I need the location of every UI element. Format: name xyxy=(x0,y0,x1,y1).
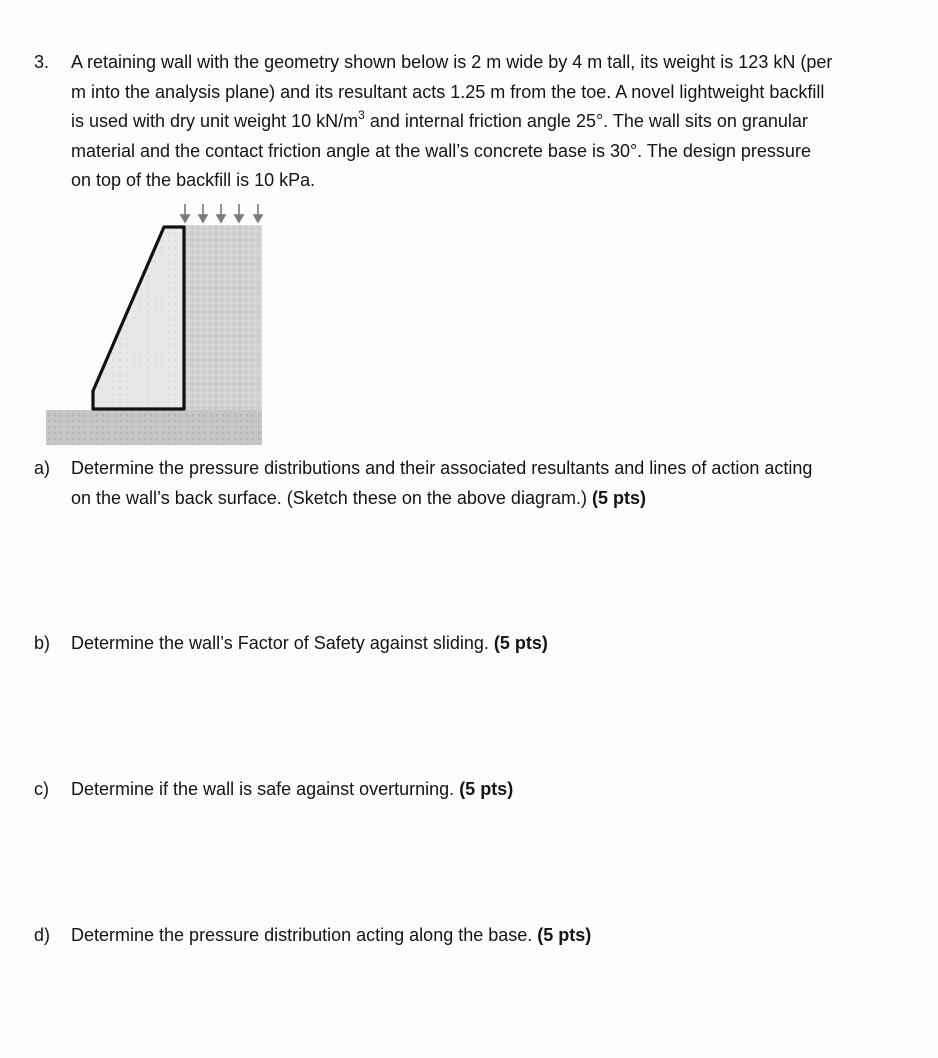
part-label: b) xyxy=(34,633,51,653)
surcharge-arrow xyxy=(254,204,262,222)
part-line-part: on the wall’s back surface. (Sketch these on the above diagram.) xyxy=(71,487,592,508)
retaining-wall xyxy=(93,227,184,409)
part-line xyxy=(71,775,911,805)
superscript-exponent: 3 xyxy=(358,108,365,122)
backfill xyxy=(184,225,262,410)
part-line: Determine the pressure distributions and their associated resultants and lines of action acting xyxy=(71,458,813,478)
surcharge-arrow xyxy=(181,204,189,222)
retaining-wall-diagram xyxy=(40,196,270,451)
surcharge-arrows xyxy=(181,204,262,222)
surcharge-arrow xyxy=(217,204,225,222)
points-label: (5 pts) xyxy=(537,925,592,945)
part-label: a) xyxy=(34,458,51,478)
part-line xyxy=(71,921,911,951)
problem-line: material and the contact friction angle at the wall’s concrete base is 30°. The design pressure xyxy=(71,140,811,161)
problem-line: m into the analysis plane) and its resultant acts 1.25 m from the toe. A novel lightweight backfill xyxy=(71,81,825,102)
points-label: (5 pts) xyxy=(459,779,514,799)
problem-line-part: and internal friction angle 25°. The wall sits on granular xyxy=(364,111,808,131)
part-text xyxy=(71,629,911,659)
problem-text xyxy=(71,48,891,196)
part-text xyxy=(71,921,911,951)
foundation-ground xyxy=(46,410,262,445)
points-label: (5 pts) xyxy=(493,633,548,653)
part-line-part: Determine the wall’s Factor of Safety against sliding. xyxy=(71,633,494,653)
problem-number: 3. xyxy=(34,52,50,72)
retaining-wall-svg xyxy=(40,196,270,451)
surcharge-arrow xyxy=(235,204,243,222)
part-line xyxy=(71,629,911,659)
part-line-part: Determine if the wall is safe against overturning. xyxy=(71,779,460,799)
part-text xyxy=(71,454,911,513)
part-label: c) xyxy=(34,779,49,799)
points-label: (5 pts) xyxy=(591,487,646,508)
part-line-part: Determine the pressure distribution acting along the base. xyxy=(71,925,538,945)
problem-line: A retaining wall with the geometry shown below is 2 m wide by 4 m tall, its weight is 123 kN (per xyxy=(71,52,833,72)
part-text xyxy=(71,775,911,805)
surcharge-arrow xyxy=(199,204,207,222)
part-line xyxy=(71,484,911,514)
problem-line: on top of the backfill is 10 kPa. xyxy=(71,170,316,190)
problem-line xyxy=(71,107,891,137)
problem-line-part: is used with dry unit weight 10 kN/m xyxy=(71,111,359,131)
part-label: d) xyxy=(34,925,51,945)
